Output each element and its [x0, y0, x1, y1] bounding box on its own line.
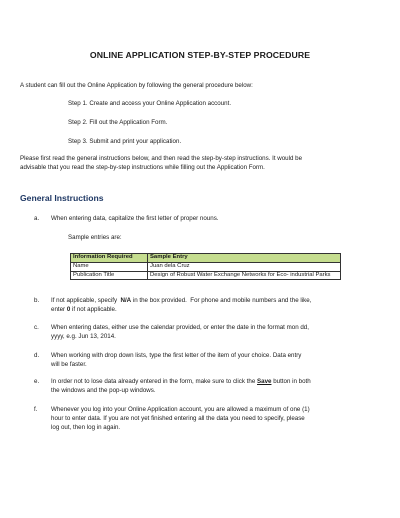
item-b-text: If not applicable, specify: [51, 297, 121, 304]
item-d-line-2: will be faster.: [51, 361, 87, 368]
step-2: Step 2. Fill out the Application Form.: [68, 119, 168, 126]
table-cell: Design of Robust Water Exchange Networks for Eco- industrial Parks: [148, 271, 341, 280]
sample-entries-label: Sample entries are:: [68, 234, 122, 241]
item-e-line-1: [51, 377, 311, 386]
item-b-text: enter: [51, 306, 67, 313]
na-emphasis: N/A: [120, 297, 132, 304]
item-a-text: When entering data, capitalize the first letter of proper nouns.: [51, 215, 219, 222]
table-header-cell: Information Required: [71, 254, 148, 263]
advice-line-1: Please first read the general instructions below, and then read the step-by-step instructions. It would be: [20, 155, 303, 162]
step-1: Step 1. Create and access your Online Application account.: [68, 100, 232, 107]
table-row: [71, 271, 341, 280]
item-d-marker: d.: [34, 352, 40, 359]
page-title: ONLINE APPLICATION STEP-BY-STEP PROCEDURE: [89, 50, 311, 60]
step-3: Step 3. Submit and print your application.: [68, 138, 182, 145]
item-e-text: button in both: [271, 378, 311, 385]
advice-line-2: advisable that you read the step-by-step instructions while filling out the Application Form.: [20, 164, 265, 171]
item-f-line-2: hour to enter data. If you are not yet finished entering all the data you need to specify, please: [51, 415, 305, 422]
item-e-line-2: the windows and the pop-up windows.: [51, 387, 156, 394]
save-emphasis: Save: [257, 378, 272, 385]
item-f-marker: f.: [34, 406, 38, 413]
table-cell: Publication Title: [71, 271, 148, 280]
item-f-line-3: log out, then log in again.: [51, 424, 121, 431]
table-header-row: [71, 254, 341, 263]
section-heading: General Instructions: [20, 193, 104, 203]
intro-paragraph: A student can fill out the Online Application by following the general procedure below:: [20, 82, 253, 89]
item-c-line-1: When entering dates, either use the calendar provided, or enter the date in the format mon dd,: [51, 324, 309, 331]
zero-emphasis: 0: [66, 306, 71, 313]
item-a-marker: a.: [34, 215, 40, 222]
item-b-text: in the box provided. For phone and mobile numbers and the like,: [131, 297, 312, 304]
item-c-line-2: yyyy, e.g. Jun 13, 2014.: [51, 333, 116, 340]
item-c-marker: c.: [34, 324, 39, 331]
item-f-line-1: Whenever you log into your Online Application account, you are allowed a maximum of one (1): [51, 406, 310, 413]
item-b-marker: b.: [34, 297, 40, 304]
table-row: [71, 262, 341, 271]
item-e-marker: e.: [34, 378, 40, 385]
table-cell: Juan dela Cruz: [148, 262, 341, 271]
table-header-cell: Sample Entry: [148, 254, 341, 263]
item-b-line-1: [51, 296, 311, 305]
item-d-line-1: When working with drop down lists, type the first letter of the item of your choice. Data entry: [51, 352, 302, 359]
table-cell: Name: [71, 262, 148, 271]
item-e-text: In order not to lose data already entered in the form, make sure to click the: [51, 378, 258, 385]
sample-entries-table: [70, 253, 341, 280]
item-b-line-2: [51, 305, 117, 314]
item-b-text: if not applicable.: [70, 306, 117, 313]
